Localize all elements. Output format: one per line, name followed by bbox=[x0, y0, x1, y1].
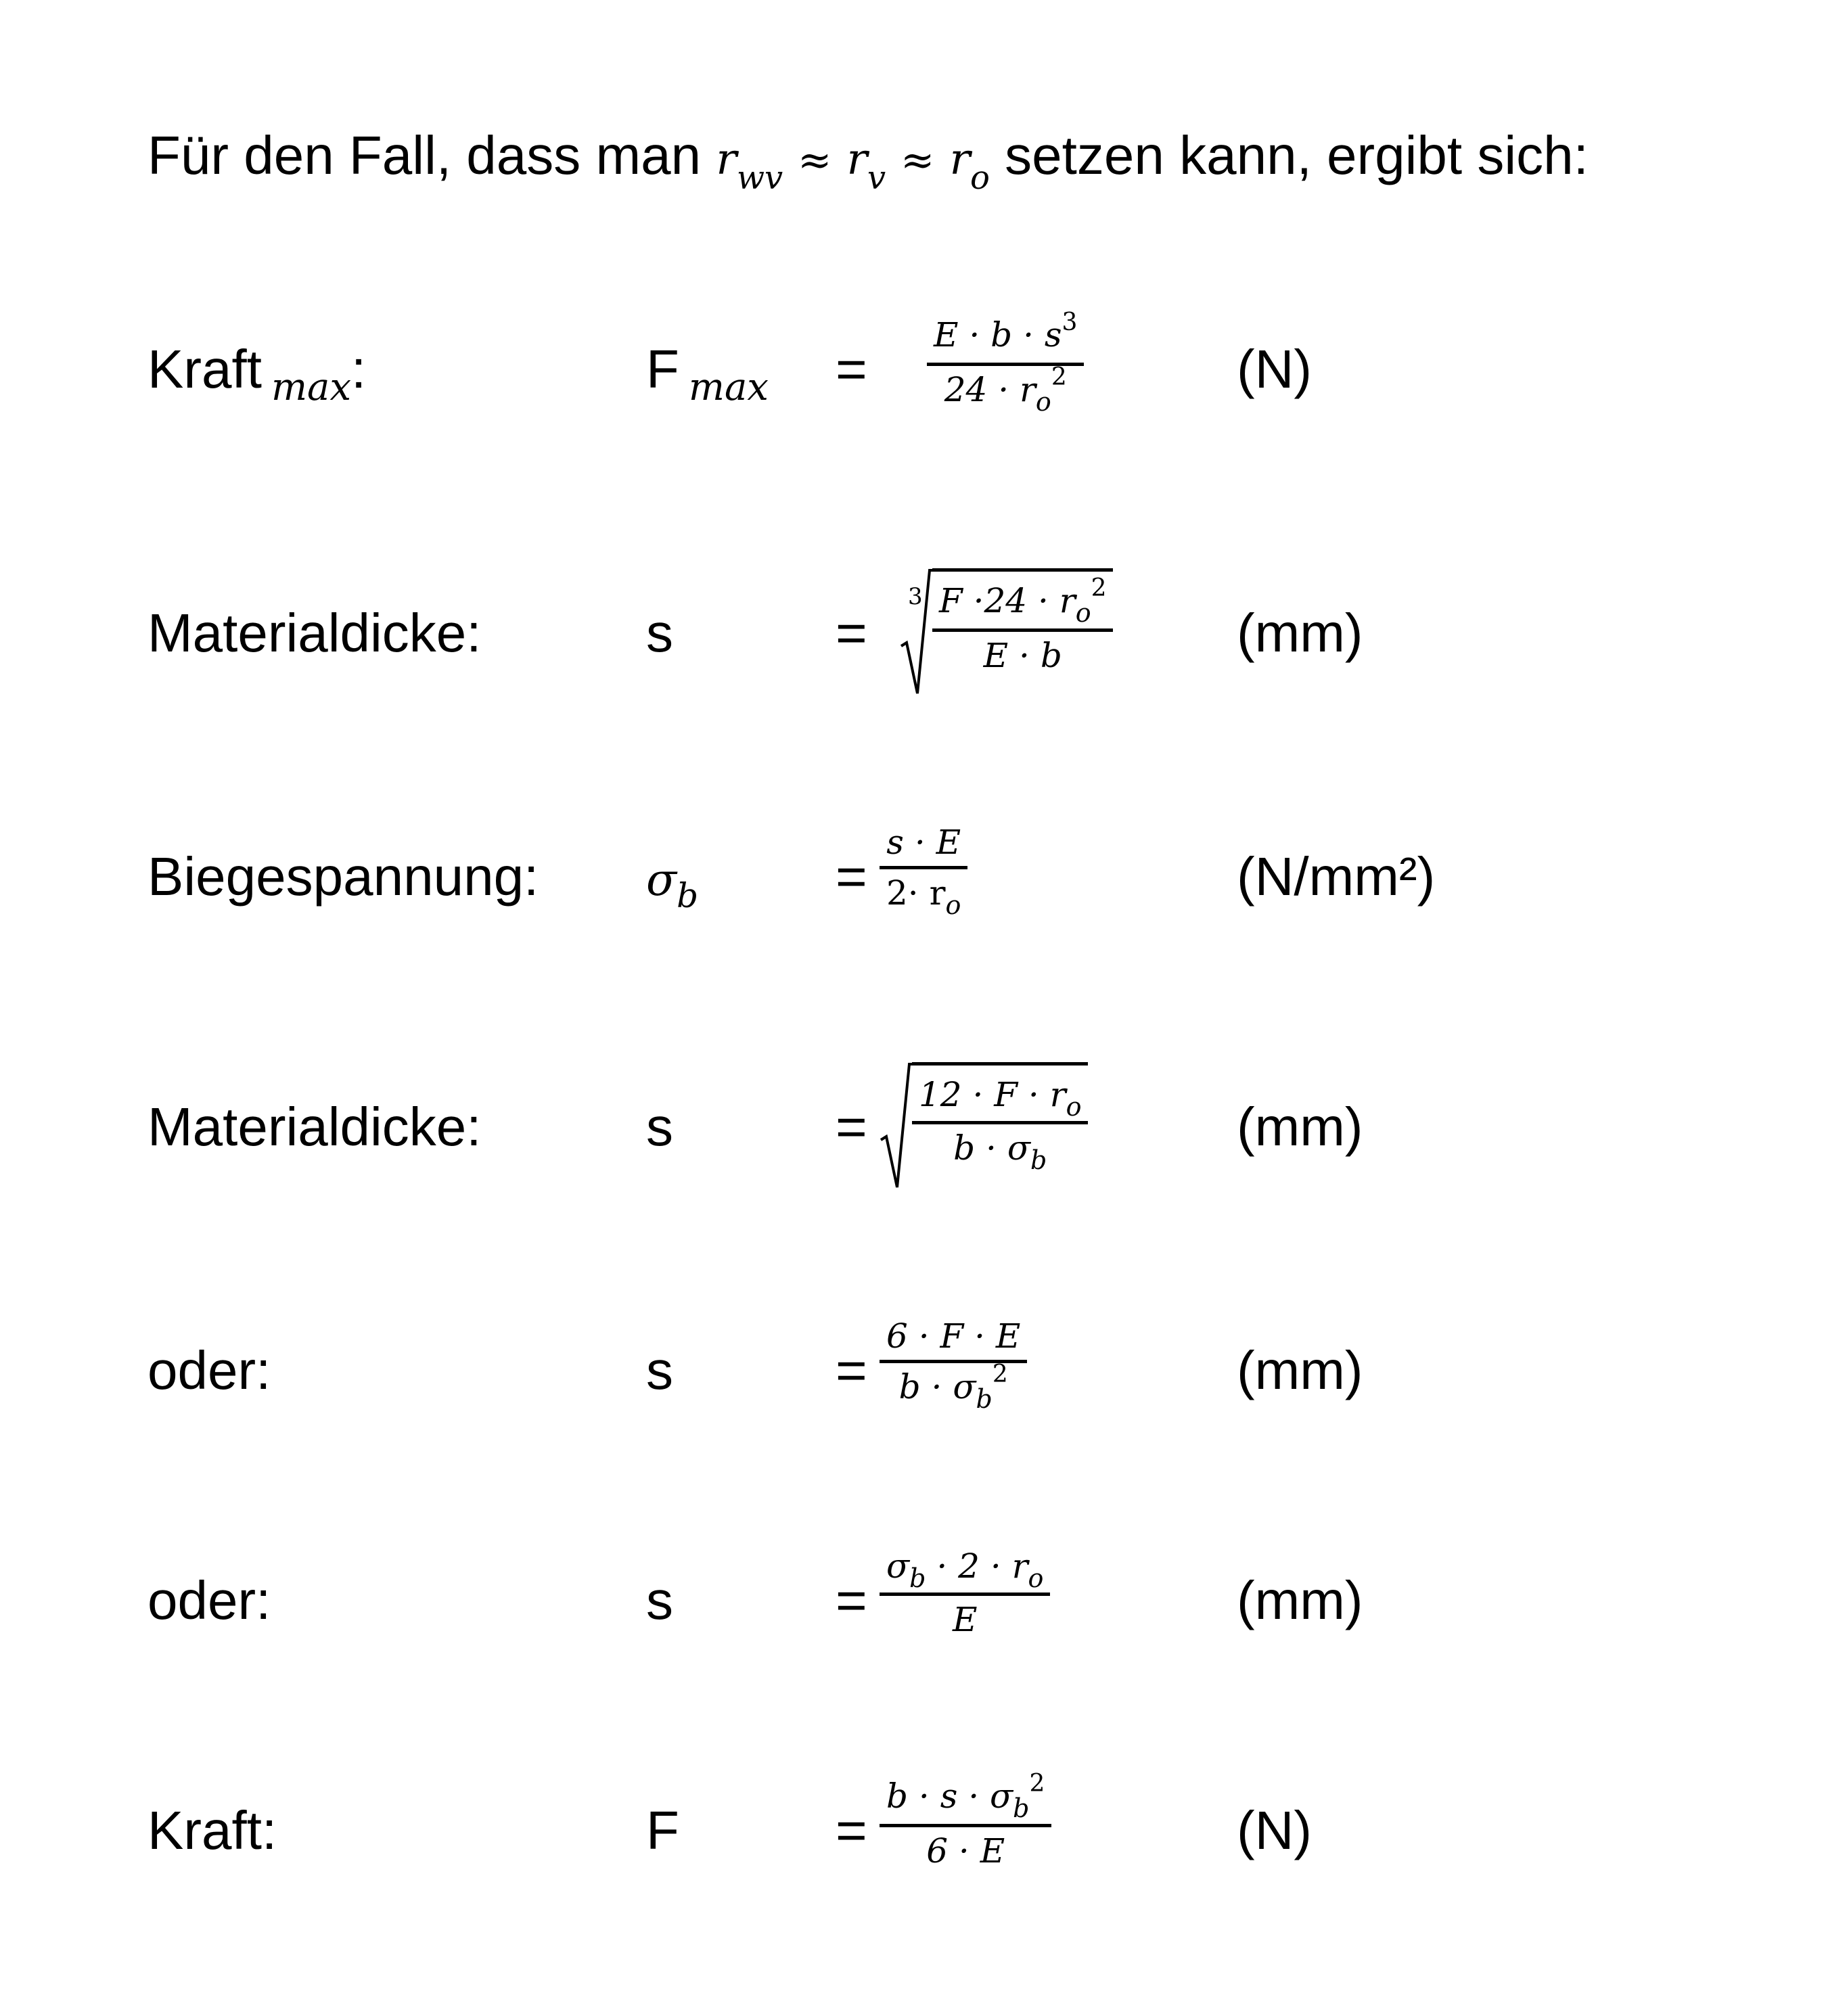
formula-label: Materialdicke: bbox=[147, 603, 482, 663]
formula-row-materialdicke-cuberoot bbox=[0, 568, 1847, 744]
symbol-sigma: σ bbox=[646, 854, 677, 906]
label-colon: : bbox=[351, 339, 367, 399]
unit-label: (N) bbox=[1237, 1800, 1313, 1860]
numerator bbox=[880, 1772, 1051, 1824]
fraction bbox=[880, 1772, 1051, 1875]
numerator-subscript: o bbox=[1028, 1563, 1044, 1593]
symbol-subscript: b bbox=[677, 876, 699, 915]
formula-symbol: F bbox=[646, 1800, 679, 1860]
formula-symbol bbox=[646, 338, 769, 409]
formula-expression bbox=[880, 1772, 1051, 1875]
numerator bbox=[927, 308, 1084, 363]
label-text: Kraft bbox=[147, 339, 262, 399]
formula-expression bbox=[927, 308, 1084, 417]
radical-sign-icon bbox=[880, 1062, 912, 1191]
formula-expression bbox=[880, 1542, 1050, 1643]
radicand bbox=[932, 568, 1113, 697]
equals-sign: = bbox=[836, 603, 867, 663]
formula-label: oder: bbox=[147, 1340, 271, 1400]
numerator-subscript: b bbox=[1013, 1793, 1030, 1823]
denominator-subscript: o bbox=[1035, 387, 1051, 417]
numerator-exponent: 2 bbox=[1091, 574, 1107, 602]
denominator: E bbox=[952, 1600, 978, 1639]
subscript-o: o bbox=[970, 159, 990, 197]
numerator-text: F ·24 · r bbox=[939, 581, 1076, 620]
square-root bbox=[880, 1062, 1088, 1191]
numerator-text: E · b · s bbox=[934, 315, 1062, 354]
equals-sign: = bbox=[836, 1097, 867, 1157]
unit-label: (N) bbox=[1237, 339, 1313, 399]
formula-symbol bbox=[646, 846, 699, 915]
formula-expression bbox=[880, 1312, 1027, 1415]
numerator-subscript: o bbox=[1075, 598, 1091, 628]
formula-label: oder: bbox=[147, 1570, 271, 1630]
equals-sign: = bbox=[836, 1570, 867, 1630]
fraction bbox=[880, 1312, 1027, 1415]
formula-symbol: s bbox=[646, 1097, 673, 1157]
numerator-text: b · s · σ bbox=[886, 1777, 1013, 1816]
formula-expression bbox=[900, 568, 1113, 697]
approx-symbol: ≈ bbox=[798, 137, 832, 184]
subscript-wv: wv bbox=[736, 159, 783, 197]
formula-symbol: s bbox=[646, 1340, 673, 1400]
numerator: s · E bbox=[886, 823, 961, 862]
var-r-o bbox=[949, 135, 990, 197]
denominator-text: b · σ bbox=[898, 1367, 976, 1406]
numerator-exponent: 3 bbox=[1062, 308, 1078, 336]
unit-label: (mm) bbox=[1237, 1570, 1363, 1630]
formula-label: Materialdicke: bbox=[147, 1097, 482, 1157]
denominator-exponent: 2 bbox=[1051, 363, 1067, 391]
unit-label: (mm) bbox=[1237, 1340, 1363, 1400]
formula-row-oder-1 bbox=[0, 1312, 1847, 1488]
denominator bbox=[947, 1124, 1053, 1174]
fraction bbox=[880, 819, 967, 919]
equals-sign: = bbox=[836, 339, 867, 399]
formula-label bbox=[147, 338, 367, 409]
numerator bbox=[880, 1542, 1050, 1593]
denominator-subscript: b bbox=[1030, 1145, 1047, 1175]
formula-expression bbox=[880, 1062, 1088, 1191]
numerator bbox=[912, 1071, 1088, 1121]
formula-row-kraft-max bbox=[0, 308, 1847, 487]
numerator-sigma-subscript: b bbox=[909, 1563, 926, 1593]
fraction bbox=[927, 308, 1084, 417]
formula-expression bbox=[880, 819, 967, 919]
formula-row-oder-2 bbox=[0, 1542, 1847, 1718]
unit-label: (mm) bbox=[1237, 603, 1363, 663]
var-r: r bbox=[949, 135, 971, 185]
denominator-text: 24 · r bbox=[944, 370, 1036, 409]
formula-symbol: s bbox=[646, 603, 673, 663]
formula-row-materialdicke-sqrt bbox=[0, 1062, 1847, 1238]
numerator-text: 12 · F · r bbox=[919, 1075, 1066, 1114]
numerator: 6 · F · E bbox=[886, 1316, 1021, 1356]
numerator-exponent: 2 bbox=[1029, 1770, 1045, 1797]
cube-root bbox=[900, 568, 1113, 697]
denominator: E · b bbox=[983, 636, 1062, 675]
formula-row-biegespannung bbox=[0, 819, 1847, 994]
var-r: r bbox=[846, 135, 868, 185]
approx-symbol: ≈ bbox=[900, 137, 935, 184]
formula-symbol: s bbox=[646, 1570, 673, 1630]
intro-text-before: Für den Fall, dass man bbox=[147, 125, 716, 185]
denominator: 6 · E bbox=[926, 1831, 1005, 1871]
numerator-text: · 2 · r bbox=[926, 1547, 1028, 1586]
intro-text-after: setzen kann, ergibt sich: bbox=[989, 125, 1589, 185]
denominator bbox=[938, 363, 1074, 417]
radicand bbox=[912, 1062, 1088, 1191]
symbol-main: F bbox=[646, 339, 679, 399]
var-r-v bbox=[846, 135, 886, 197]
formula-label: Kraft: bbox=[147, 1800, 277, 1860]
denominator-text: 2· r bbox=[886, 873, 946, 913]
subscript-v: v bbox=[867, 159, 886, 197]
fraction bbox=[932, 574, 1113, 679]
label-subscript: max bbox=[271, 365, 352, 409]
var-r-wv bbox=[716, 135, 783, 197]
denominator-subscript: b bbox=[976, 1384, 993, 1414]
denominator-subscript: o bbox=[945, 890, 961, 920]
equals-sign: = bbox=[836, 1800, 867, 1860]
var-r: r bbox=[716, 135, 737, 185]
fraction bbox=[912, 1071, 1088, 1174]
denominator bbox=[892, 1360, 1015, 1415]
formula-label: Biegespannung: bbox=[147, 846, 539, 907]
formula-row-kraft bbox=[0, 1766, 1847, 1942]
equals-sign: = bbox=[836, 846, 867, 907]
denominator-text: b · σ bbox=[953, 1128, 1030, 1168]
unit-label: (N/mm²) bbox=[1237, 846, 1436, 907]
equals-sign: = bbox=[836, 1340, 867, 1400]
numerator-subscript: o bbox=[1066, 1092, 1082, 1122]
unit-label: (mm) bbox=[1237, 1097, 1363, 1157]
numerator bbox=[932, 574, 1113, 628]
denominator-exponent: 2 bbox=[992, 1360, 1008, 1388]
denominator bbox=[880, 869, 967, 919]
symbol-subscript: max bbox=[688, 365, 769, 409]
intro-sentence bbox=[147, 122, 1589, 197]
root-index: 3 bbox=[908, 583, 923, 610]
fraction bbox=[880, 1542, 1050, 1643]
numerator-sigma: σ bbox=[886, 1547, 910, 1586]
